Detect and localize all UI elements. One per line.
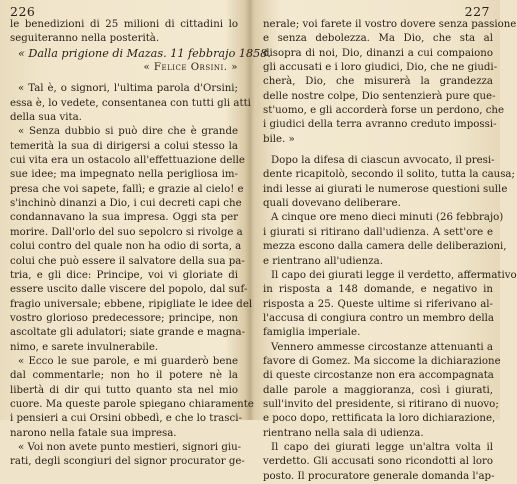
text-line: morire. Dall'orlo del suo sepolcro si rivolge a: [10, 226, 243, 238]
text-line: risposta a 25. Queste ultime si riferivano al-: [263, 298, 493, 310]
text-line: cui vita era un ostacolo all'effettuazione delle: [10, 155, 245, 167]
text-line: indi lesse ai giurati le numerose questioni sulle: [263, 183, 508, 195]
text-line: « Felice Orsini. »: [143, 62, 238, 74]
text-line: ascoltate gli adulatori; siate grande e magna-: [10, 327, 246, 339]
text-line: [263, 147, 493, 154]
text-line: disopra di noi, Dio, dinanzi a cui compaiono: [263, 47, 493, 59]
text-line: posto. Il procuratore generale domanda l'ap-: [263, 470, 495, 482]
text-line: [10, 75, 238, 82]
text-line: Dopo la difesa di ciascun avvocato, il presi-: [271, 155, 495, 167]
text-line: di queste circostanze non era accompagnata: [263, 370, 494, 382]
text-line: l'accusa di congiura contro un membro della: [263, 312, 494, 324]
text-line: colui che può essere il salvatore della sua pa-: [10, 255, 245, 267]
text-line: « Tal è, o signori, l'ultima parola d'Orsini;: [18, 83, 238, 95]
text-line: narono nella fatale sua impresa.: [10, 427, 177, 439]
text-line: Il capo dei giurati legge un'altra volta il: [271, 441, 493, 453]
text-line: « Voi non avete punto mestieri, signori giu-: [18, 441, 242, 453]
text-line: nerale; voi farete il vostro dovere senza passione: [263, 19, 517, 30]
text-line: s'inchinò dinanzi a Dio, i cui decreti capi che: [10, 198, 242, 210]
page-number-left: 226: [10, 4, 36, 19]
text-line: dalle parole a maggioranza, così i giurati,: [263, 384, 493, 396]
right-page-text: [263, 18, 517, 484]
text-line: A cinque ore meno dieci minuti (26 febbrajo): [271, 212, 504, 224]
text-line: nimo, e sarete invulnerabile.: [10, 341, 159, 353]
text-line: seguiteranno nella posterità.: [10, 33, 160, 45]
text-line: dente ricapitolò, secondo il solito, tutta la causa;: [263, 169, 515, 181]
text-line: « Dalla prigione di Mazas. 11 febbrajo 1858.: [18, 46, 271, 60]
text-line: i giudici della terra avranno creduto impossi-: [263, 119, 497, 131]
text-line: colui contro del quale non ha odio di sorta, a: [10, 241, 242, 253]
text-line: i giurati si ritirano dall'udienza. A sett'ore e: [263, 226, 493, 238]
text-line: favore di Gomez. Ma siccome la dichiarazione: [263, 355, 501, 367]
left-page-text: [10, 18, 271, 470]
text-line: sue idee; ma impegnato nella perigliosa im-: [10, 169, 238, 181]
text-line: « Senza dubbio si può dire che è grande: [18, 126, 238, 138]
text-line: e poco dopo, rettificata la loro dichiarazione,: [263, 413, 496, 425]
text-line: Il capo dei giurati legge il verdetto, affermativo: [271, 269, 517, 281]
text-line: quali dovevano deliberare.: [263, 198, 401, 210]
text-line: famiglia imperiale.: [263, 327, 361, 339]
text-line: rati, degli scongiuri del signor procurator ge-: [10, 456, 245, 468]
text-line: e senza debolezza. Ma Dio, che sta al: [263, 33, 493, 45]
text-line: e rientrano all'udienza.: [263, 255, 383, 267]
right-page: [253, 0, 517, 482]
text-line: temerità la sua di dirigersi a colui stesso la: [10, 140, 238, 152]
text-line: mezza escono dalla camera delle deliberazioni,: [263, 241, 507, 253]
text-line: verdetto. Gli accusati sono ricondotti al loro: [263, 456, 493, 468]
text-line: rientrano nella sala di udienza.: [263, 427, 424, 439]
text-line: presa che voi sapete, fallì; e grazie al cielo! e: [10, 183, 244, 195]
text-line: st'uomo, e gli accorderà forse un perdono, che: [263, 105, 505, 117]
text-line: della sua vita.: [10, 112, 82, 124]
text-line: bile. »: [263, 133, 295, 145]
text-line: cherà, Dio, che misurerà la grandezza: [263, 76, 493, 88]
text-line: le benedizioni di 25 milioni di cittadini lo: [10, 19, 238, 30]
text-line: cuore. Ma queste parole spiegano chiaramente: [10, 398, 254, 410]
text-line: gli accusati e i loro giudici, Dio, che ne giudi-: [263, 62, 498, 74]
text-line: sull'invito del presidente, si ritirano di nuovo;: [263, 398, 499, 410]
page-number-right: 227: [464, 4, 490, 19]
text-line: libertà di dir qui tutto quanto sta nel mio: [10, 384, 238, 396]
text-line: vostro glorioso predecessore; principe, non: [10, 312, 238, 324]
text-line: condannavano la sua impresa. Oggi sta per: [10, 212, 238, 224]
text-line: i pensieri a cui Orsini obbedì, e che lo trasci-: [10, 413, 242, 425]
text-line: in risposta a 148 domande, e negativo in: [263, 284, 493, 296]
text-line: essa è, lo vedete, consentanea con tutti gli atti: [10, 97, 251, 109]
text-line: Vennero ammesse circostanze attenuanti a: [271, 341, 493, 353]
text-line: essere uscito dalle viscere del popolo, dal suf-: [10, 284, 248, 296]
text-line: fragio universale; ebbene, ripigliate le idee del: [10, 298, 253, 310]
text-line: « Ecco le sue parole, e mi guarderò bene: [18, 355, 238, 367]
text-line: dal commentarle; non ho il potere nè la: [10, 370, 238, 382]
text-line: tria, e gli dice: Principe, voi vi gloriate di: [10, 269, 238, 281]
text-line: delle nostre colpe, Dio sentenzierà pure que-: [263, 90, 496, 102]
